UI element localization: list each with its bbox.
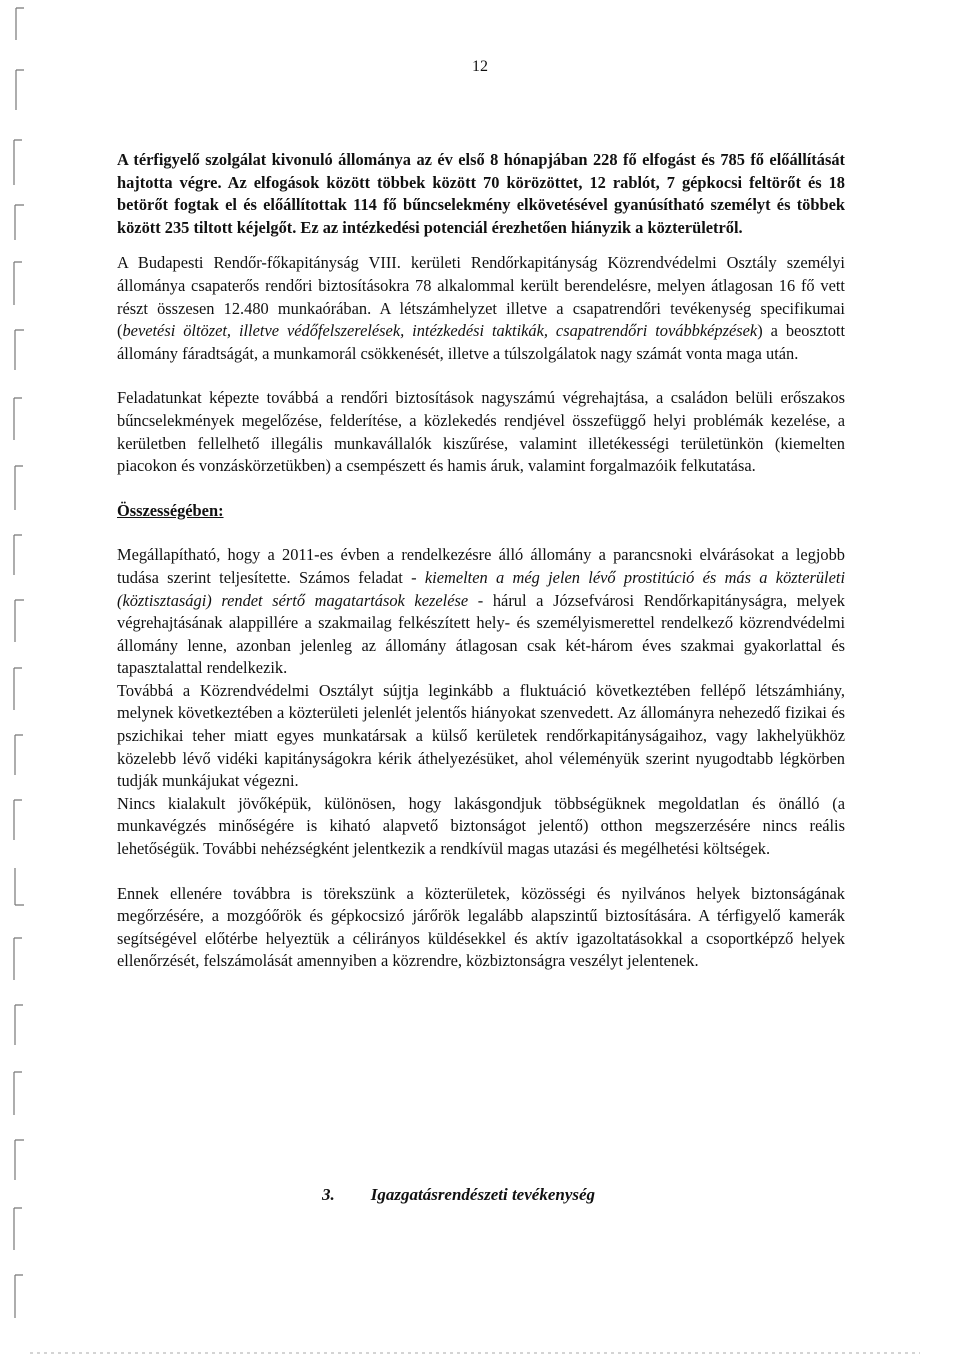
paragraph-crowd-control [117,252,845,365]
document-body [117,149,845,973]
section-number: 3. [322,1185,335,1204]
paragraph-tasks: Feladatunkat képezte továbbá a rendőri biztosítások nagyszámú végrehajtása, a családon belüli erőszakos bűncselekmények megelőzése, felderítése, a közlekedés rendjével összefüggő helyi problémák kezelése, a kerületben fellelhető illegális munkavállalók kiszűrése, valamint illetékességi területünkön (kiemelten piacokon és vonzáskörzetükben) a csempészett és hamis áruk, valamint forgalmazóik felkutatása. [117,388,845,476]
paragraph-summary-text-b: - hárul a Józsefvárosi Rendőrkapitányságra, melyek végrehajtásának alappillére a szakmailag felkészített hely- és személyismerettel rendelkező közrendvédelmi állomány lenne, azonban jelenleg az állomány átlagosan csak két-három éves szakmai gyakorlattal és tapasztalattal rendelkezik. [117,590,845,678]
scan-bottom-edge [30,1348,920,1358]
paragraph-summary [117,544,845,680]
paragraph-crowd-control-text-b: ) a beosztott állomány fáradtságát, a munkamorál csökkenését, illetve a túlszolgálatok nagy számát vonta maga után. [117,321,845,363]
paragraph-patrol-stats: A térfigyelő szolgálat kivonuló állománya az év első 8 hónapjában 228 fő elfogást és 785 fő előállítását hajtotta végre. Az elfogások között többek között 70 körözöttet, 12 rablót, 7 gépkocsi feltörőt és 18 betörőt fogtak el és előállítottak 114 fő bűncselekmény elkövetésével gyanúsítható személyt és többek között 235 tiltott kéjelgőt. Ez az intézkedési potenciál érezhetően hiányzik a közterületről. [117,150,845,237]
section-title-text: Igazgatásrendészeti tevékenység [370,1185,596,1204]
paragraph-summary-italic: kiemelten a még jelen lévő prostitúció és más a közterületi (köztisztasági) rendet sértő magatartások kezelése [117,567,845,610]
paragraph-public-safety: Ennek ellenére továbbra is törekszünk a közterületek, közösségi és nyilvános helyek biztonságának megőrzésére, a mozgóőrök és gépkocsizó járőrök legalább alapszintű biztosítására. A térfigyelő kamerák segítségével előtérbe helyeztük a célirányos küldésekkel és aktív igazoltatásokkal a csoportképző helyek ellenőrzését, felszámolását amennyiben a közrendre, közbiztonságra veszélyt jelentenek. [117,883,845,971]
scan-margin-marks [0,0,40,1358]
section-title [322,1185,595,1205]
paragraph-housing: Nincs kialakult jövőképük, különösen, hogy lakásgondjuk többségüknek megoldatlan és önálló (a munkavégzés minőségére is kiható alapvető biztonságot jelentő) otthon megszerzésére nincs reális lehetőségük. További nehézségként jelentkezik a rendkívül magas utazási és megélhetési költségek. [117,793,845,859]
paragraph-summary-text-a: Megállapítható, hogy a 2011-es évben a rendelkezésre álló állomány a parancsnoki elvárásokat a legjobb tudása szerint teljesítette. Számos feladat - [117,545,845,587]
paragraph-fluctuation: Továbbá a Közrendvédelmi Osztályt sújtja leginkább a fluktuáció következtében fellépő létszámhiány, melynek következtében a közterületi jelenlét jelentős hiányokat szenvedett. Az állományra nehezedő fizikai és pszichikai teher miatt egyes munkatársak a külső kerületek rendőrkapitányságaihoz, vagy lakhelyükhöz közelebb lévő vidéki kapitányságokra kérik áthelyezésüket, ahol véleményük szerint nyugodtabb légkörben tudják munkájukat végezni. [117,680,845,791]
paragraph-crowd-control-text-a: A Budapesti Rendőr-főkapitányság VIII. kerületi Rendőrkapitányság Közrendvédelmi Osztály személyi állománya csapaterős rendőri biztosításokra 78 alkalommal került berendelésre, melyen átlagosan 16 fő vett részt összesen 12.480 munkaórában. A létszámhelyzet illetve a csapatrendőri tevékenység specifikumai ( [117,253,845,341]
page-number: 12 [472,58,488,75]
summary-heading: Összességében: [117,500,224,520]
paragraph-crowd-control-italic: bevetési öltözet, illetve védőfelszerelések, intézkedési taktikák, csapatrendőri továbbképzések [122,321,758,341]
